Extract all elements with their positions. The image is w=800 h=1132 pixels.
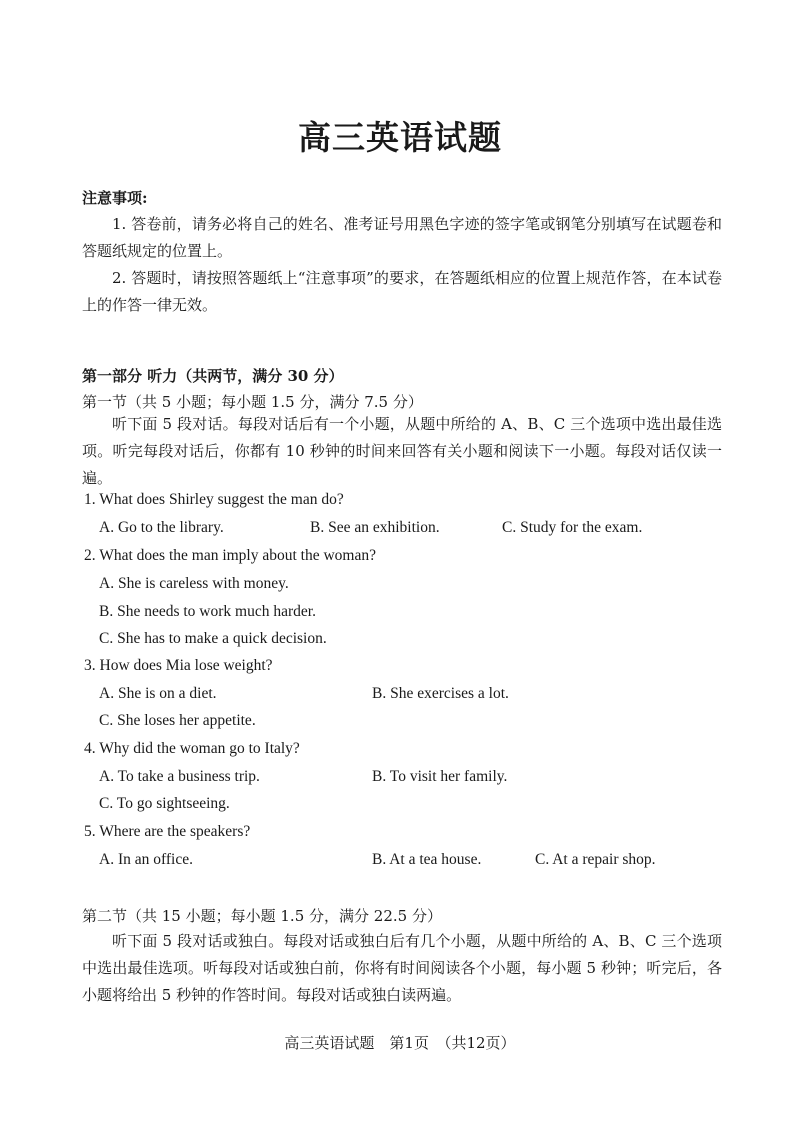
page-title: 高三英语试题 (298, 118, 502, 157)
section2-heading: 第二节（共 15 小题；每小题 1.5 分，满分 22.5 分） (82, 907, 442, 925)
question-5-stem: 5. Where are the speakers? (84, 823, 251, 840)
question-5-option-b: B. At a tea house. (372, 851, 482, 868)
section1-instructions: 听下面 5 段对话。每段对话后有一个小题，从题中所给的 A、B、C 三个选项中选出最佳选项。听完每段对话后，你都有 10 秒钟的时间来回答有关小题和阅读下一小题。每段对话仅读一遍。 (82, 415, 722, 487)
question-2-option-a: A. She is careless with money. (99, 575, 289, 592)
question-3-option-a: A. She is on a diet. (99, 685, 217, 702)
question-4-option-b: B. To visit her family. (372, 768, 508, 785)
part1-heading: 第一部分 听力（共两节，满分 30 分） (82, 367, 344, 385)
section1-heading: 第一节（共 5 小题；每小题 1.5 分，满分 7.5 分） (82, 393, 423, 411)
question-3-option-c: C. She loses her appetite. (99, 712, 256, 729)
question-2-option-c: C. She has to make a quick decision. (99, 630, 327, 647)
question-5-option-a: A. In an office. (99, 851, 193, 868)
page-footer: 高三英语试题 第1页 （共12页） (284, 1034, 516, 1052)
question-1-option-b: B. See an exhibition. (310, 519, 440, 536)
section2-instructions: 听下面 5 段对话或独白。每段对话或独白后有几个小题，从题中所给的 A、B、C 三个选项中选出最佳选项。听每段对话或独白前，你将有时间阅读各个小题，每小题 5 秒钟；听完后，各小题将给出 5 秒钟的作答时间。每段对话或独白读两遍。 (82, 932, 722, 1004)
question-4-option-a: A. To take a business trip. (99, 768, 260, 785)
notice-item-2: 2. 答题时，请按照答题纸上“注意事项”的要求，在答题纸相应的位置上规范作答，在本试卷上的作答一律无效。 (82, 269, 722, 314)
question-4-stem: 4. Why did the woman go to Italy? (84, 740, 300, 757)
question-2-option-b: B. She needs to work much harder. (99, 603, 316, 620)
notice-item-1: 1. 答卷前，请务必将自己的姓名、准考证号用黑色字迹的签字笔或钢笔分别填写在试题卷和答题纸规定的位置上。 (82, 215, 722, 260)
notice-heading: 注意事项: (82, 189, 148, 207)
question-1-option-c: C. Study for the exam. (502, 519, 643, 536)
question-4-option-c: C. To go sightseeing. (99, 795, 230, 812)
question-3-stem: 3. How does Mia lose weight? (84, 657, 273, 674)
question-1-stem: 1. What does Shirley suggest the man do? (84, 491, 344, 508)
question-5-option-c: C. At a repair shop. (535, 851, 656, 868)
question-3-option-b: B. She exercises a lot. (372, 685, 509, 702)
question-2-stem: 2. What does the man imply about the woman? (84, 547, 376, 564)
question-1-option-a: A. Go to the library. (99, 519, 224, 536)
